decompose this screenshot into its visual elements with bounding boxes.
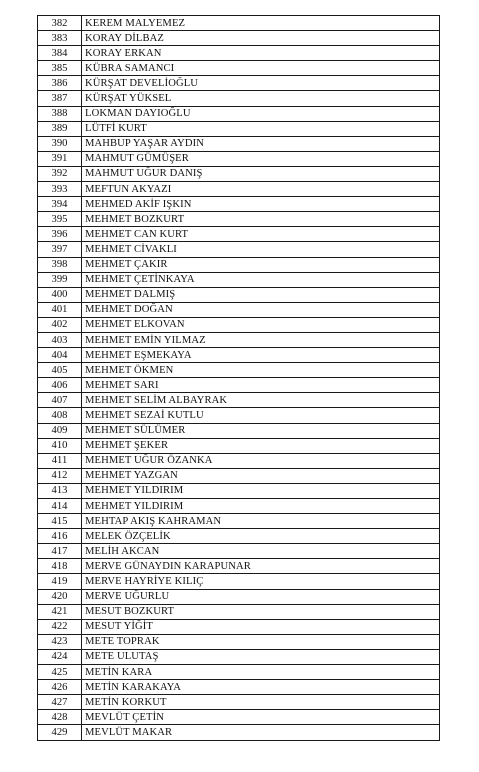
row-number-cell: 398	[38, 257, 82, 272]
table-row	[38, 257, 440, 272]
table-row	[38, 408, 440, 423]
person-name-cell: MEFTUN AKYAZI	[82, 182, 440, 197]
person-name-cell: MAHBUP YAŞAR AYDIN	[82, 136, 440, 151]
row-number-cell: 407	[38, 393, 82, 408]
row-number-cell: 387	[38, 91, 82, 106]
table-row	[38, 61, 440, 76]
table-row	[38, 544, 440, 559]
row-number-cell: 384	[38, 46, 82, 61]
row-number-cell: 426	[38, 680, 82, 695]
person-name-cell: METİN KORKUT	[82, 695, 440, 710]
row-number-cell: 399	[38, 272, 82, 287]
table-row	[38, 378, 440, 393]
row-number-cell: 401	[38, 302, 82, 317]
row-number-cell: 383	[38, 31, 82, 46]
row-number-cell: 393	[38, 182, 82, 197]
name-list-body	[38, 16, 440, 741]
row-number-cell: 403	[38, 332, 82, 347]
table-row	[38, 514, 440, 529]
person-name-cell: KÜRŞAT DEVELİOĞLU	[82, 76, 440, 91]
table-row	[38, 483, 440, 498]
person-name-cell: LOKMAN DAYIOĞLU	[82, 106, 440, 121]
row-number-cell: 394	[38, 197, 82, 212]
person-name-cell: KEREM MALYEMEZ	[82, 16, 440, 31]
row-number-cell: 385	[38, 61, 82, 76]
person-name-cell: MEVLÜT ÇETİN	[82, 710, 440, 725]
row-number-cell: 382	[38, 16, 82, 31]
row-number-cell: 389	[38, 121, 82, 136]
row-number-cell: 408	[38, 408, 82, 423]
person-name-cell: MAHMUT UĞUR DANIŞ	[82, 166, 440, 181]
table-row	[38, 212, 440, 227]
person-name-cell: MEHMED AKİF IŞKIN	[82, 197, 440, 212]
table-row	[38, 438, 440, 453]
table-row	[38, 76, 440, 91]
table-row	[38, 106, 440, 121]
person-name-cell: MERVE UĞURLU	[82, 589, 440, 604]
person-name-cell: METİN KARA	[82, 665, 440, 680]
person-name-cell: MEHMET BOZKURT	[82, 212, 440, 227]
table-row	[38, 695, 440, 710]
person-name-cell: MEHMET EŞMEKAYA	[82, 348, 440, 363]
row-number-cell: 392	[38, 166, 82, 181]
row-number-cell: 409	[38, 423, 82, 438]
person-name-cell: MAHMUT GÜMÜŞER	[82, 151, 440, 166]
row-number-cell: 411	[38, 453, 82, 468]
person-name-cell: MEHMET ELKOVAN	[82, 317, 440, 332]
table-row	[38, 166, 440, 181]
table-row	[38, 453, 440, 468]
person-name-cell: MEHMET ÇETİNKAYA	[82, 272, 440, 287]
person-name-cell: LÜTFİ KURT	[82, 121, 440, 136]
table-row	[38, 589, 440, 604]
person-name-cell: MERVE HAYRİYE KILIÇ	[82, 574, 440, 589]
person-name-cell: KÜRŞAT YÜKSEL	[82, 91, 440, 106]
person-name-cell: MEVLÜT MAKAR	[82, 725, 440, 740]
row-number-cell: 391	[38, 151, 82, 166]
table-row	[38, 31, 440, 46]
row-number-cell: 397	[38, 242, 82, 257]
person-name-cell: KORAY ERKAN	[82, 46, 440, 61]
table-row	[38, 499, 440, 514]
person-name-cell: MEHMET CİVAKLI	[82, 242, 440, 257]
person-name-cell: MEHMET YILDIRIM	[82, 483, 440, 498]
row-number-cell: 425	[38, 665, 82, 680]
row-number-cell: 424	[38, 649, 82, 664]
table-row	[38, 710, 440, 725]
table-row	[38, 363, 440, 378]
table-row	[38, 574, 440, 589]
table-row	[38, 423, 440, 438]
person-name-cell: MEHMET ÇAKIR	[82, 257, 440, 272]
person-name-cell: MEHMET EMİN YILMAZ	[82, 332, 440, 347]
table-row	[38, 348, 440, 363]
row-number-cell: 413	[38, 483, 82, 498]
row-number-cell: 405	[38, 363, 82, 378]
person-name-cell: MEHMET ÖKMEN	[82, 363, 440, 378]
table-row	[38, 46, 440, 61]
table-row	[38, 151, 440, 166]
table-row	[38, 227, 440, 242]
table-row	[38, 529, 440, 544]
table-row	[38, 317, 440, 332]
row-number-cell: 414	[38, 499, 82, 514]
row-number-cell: 404	[38, 348, 82, 363]
person-name-cell: MESUT YİĞİT	[82, 619, 440, 634]
table-row	[38, 680, 440, 695]
table-row	[38, 182, 440, 197]
row-number-cell: 412	[38, 468, 82, 483]
person-name-cell: MEHMET DOĞAN	[82, 302, 440, 317]
table-row	[38, 136, 440, 151]
row-number-cell: 416	[38, 529, 82, 544]
person-name-cell: MEHMET CAN KURT	[82, 227, 440, 242]
person-name-cell: KORAY DİLBAZ	[82, 31, 440, 46]
table-row	[38, 559, 440, 574]
row-number-cell: 428	[38, 710, 82, 725]
person-name-cell: MEHMET YAZGAN	[82, 468, 440, 483]
person-name-cell: MEHMET DALMIŞ	[82, 287, 440, 302]
table-row	[38, 302, 440, 317]
table-row	[38, 242, 440, 257]
person-name-cell: MEHMET SARI	[82, 378, 440, 393]
row-number-cell: 417	[38, 544, 82, 559]
row-number-cell: 419	[38, 574, 82, 589]
table-row	[38, 16, 440, 31]
row-number-cell: 396	[38, 227, 82, 242]
row-number-cell: 390	[38, 136, 82, 151]
table-row	[38, 725, 440, 740]
person-name-cell: METE TOPRAK	[82, 634, 440, 649]
row-number-cell: 423	[38, 634, 82, 649]
person-name-cell: METİN KARAKAYA	[82, 680, 440, 695]
name-list-table	[37, 15, 440, 741]
table-row	[38, 121, 440, 136]
row-number-cell: 420	[38, 589, 82, 604]
table-row	[38, 197, 440, 212]
row-number-cell: 415	[38, 514, 82, 529]
person-name-cell: MELEK ÖZÇELİK	[82, 529, 440, 544]
row-number-cell: 400	[38, 287, 82, 302]
person-name-cell: MEHMET ŞEKER	[82, 438, 440, 453]
row-number-cell: 388	[38, 106, 82, 121]
person-name-cell: MEHTAP AKIŞ KAHRAMAN	[82, 514, 440, 529]
table-row	[38, 272, 440, 287]
table-row	[38, 393, 440, 408]
person-name-cell: MEHMET SELİM ALBAYRAK	[82, 393, 440, 408]
person-name-cell: MEHMET SÜLÜMER	[82, 423, 440, 438]
table-row	[38, 468, 440, 483]
table-row	[38, 91, 440, 106]
table-row	[38, 634, 440, 649]
person-name-cell: MEHMET UĞUR ÖZANKA	[82, 453, 440, 468]
row-number-cell: 386	[38, 76, 82, 91]
person-name-cell: MELİH AKCAN	[82, 544, 440, 559]
person-name-cell: MEHMET YILDIRIM	[82, 499, 440, 514]
table-row	[38, 332, 440, 347]
row-number-cell: 421	[38, 604, 82, 619]
row-number-cell: 429	[38, 725, 82, 740]
row-number-cell: 410	[38, 438, 82, 453]
table-row	[38, 649, 440, 664]
table-row	[38, 665, 440, 680]
person-name-cell: MEHMET SEZAİ KUTLU	[82, 408, 440, 423]
person-name-cell: KÜBRA SAMANCI	[82, 61, 440, 76]
table-row	[38, 619, 440, 634]
person-name-cell: MERVE GÜNAYDIN KARAPUNAR	[82, 559, 440, 574]
row-number-cell: 402	[38, 317, 82, 332]
table-row	[38, 287, 440, 302]
row-number-cell: 395	[38, 212, 82, 227]
row-number-cell: 427	[38, 695, 82, 710]
row-number-cell: 418	[38, 559, 82, 574]
row-number-cell: 406	[38, 378, 82, 393]
table-row	[38, 604, 440, 619]
person-name-cell: METE ULUTAŞ	[82, 649, 440, 664]
row-number-cell: 422	[38, 619, 82, 634]
person-name-cell: MESUT BOZKURT	[82, 604, 440, 619]
